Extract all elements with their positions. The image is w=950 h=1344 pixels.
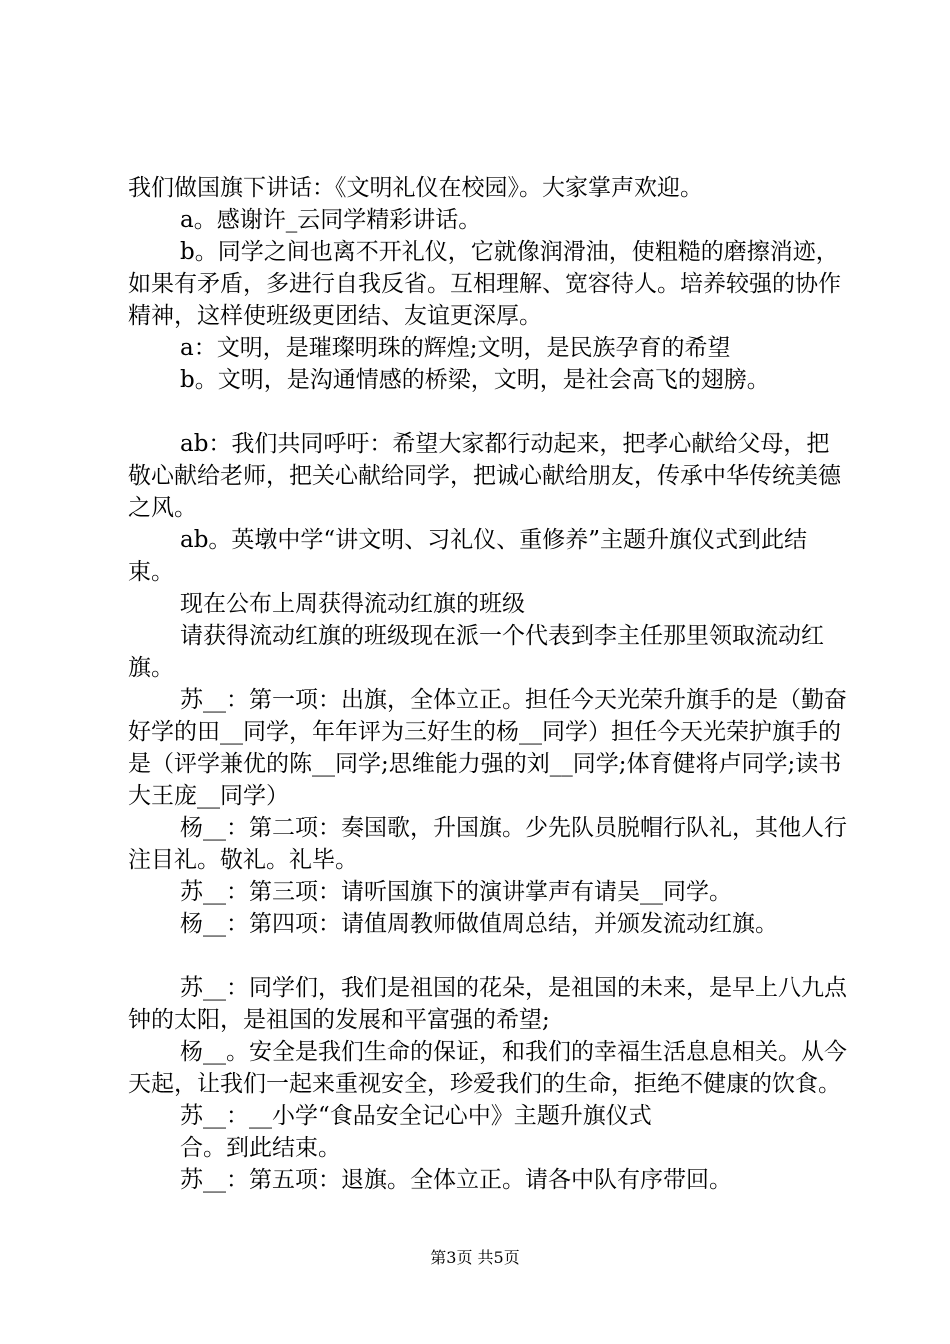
paragraph: 苏__：__小学“食品安全记心中》主题升旗仪式 [180,1103,652,1129]
paragraph-gap [128,940,850,972]
paragraph-gap [128,396,850,428]
paragraph: 杨__：第二项：奏国歌，升国旗。少先队员脱帽行队礼，其他人行注目礼。敬礼。礼毕。 [128,815,847,873]
paragraph: 我们做国旗下讲话：《文明礼仪在校园》。大家掌声欢迎。 [128,175,703,201]
paragraph: 杨__。安全是我们生命的保证，和我们的幸福生活息息相关。从今天起，让我们一起来重视安全，珍爱我们的生命，拒绝不健康的饮食。 [128,1039,847,1097]
paragraph: 现在公布上周获得流动红旗的班级 [180,591,525,617]
paragraph: 请获得流动红旗的班级现在派一个代表到李主任那里领取流动红旗。 [128,623,824,681]
paragraph: 苏__：同学们，我们是祖国的花朵，是祖国的未来，是早上八九点钟的太阳，是祖国的发展和平富强的希望; [128,975,847,1033]
paragraph: ab。英墩中学“讲文明、习礼仪、重修养”主题升旗仪式到此结束。 [128,527,807,585]
paragraph: a。感谢许_云同学精彩讲话。 [180,207,482,233]
document-body [128,172,850,1196]
paragraph: 苏__：第五项：退旗。全体立正。请各中队有序带回。 [180,1167,732,1193]
paragraph: ab：我们共同呼吁：希望大家都行动起来，把孝心献给父母，把敬心献给老师，把关心献给同学，把诚心献给朋友，传承中华传统美德之风。 [128,431,841,521]
paragraph: 杨__：第四项：请值周教师做值周总结，并颁发流动红旗。 [180,911,778,937]
paragraph: 苏__：第一项：出旗，全体立正。担任今天光荣升旗手的是（勤奋好学的田__同学，年年评为三好生的杨__同学）担任今天光荣护旗手的是（评学兼优的陈__同学;思维能力强的刘__同学;体育健将卢同学;读书大王庞__同学） [128,687,847,809]
paragraph: 合。到此结束。 [180,1135,341,1161]
paragraph: b。文明，是沟通情感的桥梁，文明，是社会高飞的翅膀。 [180,367,770,393]
paragraph: b。同学之间也离不开礼仪，它就像润滑油，使粗糙的磨擦消迹，如果有矛盾，多进行自我反省。互相理解、宽容待人。培养较强的协作精神，这样使班级更团结、友谊更深厚。 [128,239,841,329]
paragraph: a：文明，是璀璨明珠的辉煌;文明，是民族孕育的希望 [180,335,731,361]
paragraph: 苏__：第三项：请听国旗下的演讲掌声有请吴__同学。 [180,879,732,905]
page-footer: 第3页 共5页 [430,1248,520,1267]
